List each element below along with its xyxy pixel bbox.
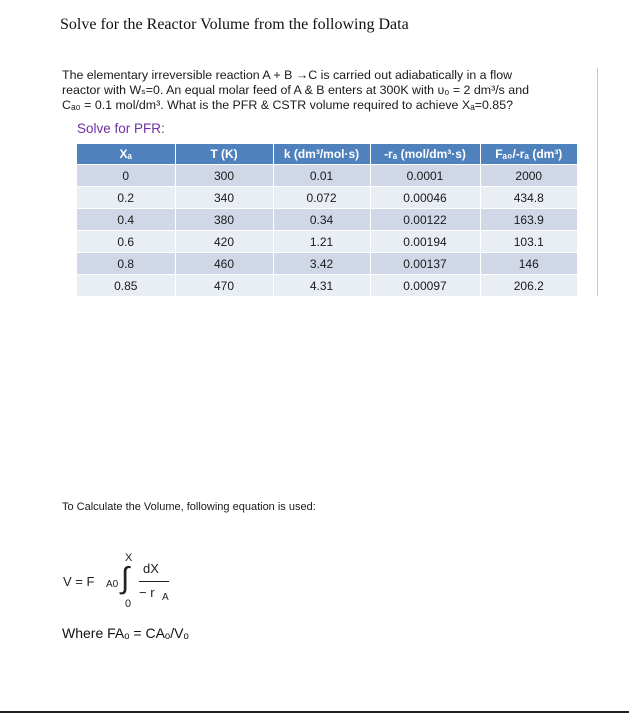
table-cell: 0.00046 (370, 187, 480, 209)
table-row (77, 165, 577, 187)
equation-lhs-subscript: A0 (106, 579, 119, 590)
table-cell: 460 (175, 253, 273, 275)
calculation-note: To Calculate the Volume, following equation is used: (62, 501, 316, 513)
fraction-denominator-subscript: A (162, 592, 169, 603)
where-definition: Where FAₒ = CAₒ/Vₒ (62, 625, 189, 641)
header-conversion: Xₐ (77, 144, 175, 165)
fraction-numerator: dX (143, 561, 159, 576)
table-cell: 2000 (480, 165, 577, 187)
table-row (77, 231, 577, 253)
table-cell: 0.0001 (370, 165, 480, 187)
table-row (77, 253, 577, 275)
integral-sign: ∫ (121, 562, 130, 595)
fraction-denominator: − r (139, 585, 155, 600)
table-header-row (77, 144, 577, 165)
table-cell: 1.21 (273, 231, 370, 253)
table-cell: 0.6 (77, 231, 175, 253)
table-cell: 0.2 (77, 187, 175, 209)
table-cell: 0.34 (273, 209, 370, 231)
table-cell: 0.00122 (370, 209, 480, 231)
table-cell: 3.42 (273, 253, 370, 275)
table-cell: 0.00137 (370, 253, 480, 275)
table-cell: 103.1 (480, 231, 577, 253)
page-title: Solve for the Reactor Volume from the following Data (60, 16, 409, 33)
margin-divider (597, 68, 598, 296)
table-cell: 0.01 (273, 165, 370, 187)
table-cell: 0.85 (77, 275, 175, 297)
data-table (77, 144, 577, 296)
table-cell: 146 (480, 253, 577, 275)
table-row (77, 209, 577, 231)
table-cell: 420 (175, 231, 273, 253)
table-row (77, 275, 577, 297)
table-cell: 0.00097 (370, 275, 480, 297)
problem-line: reactor with Wₛ=0. An equal molar feed of A & B enters at 300K with υ₀ = 2 dm³/s and (62, 83, 529, 97)
header-rate-constant: k (dm³/mol·s) (273, 144, 370, 165)
table-cell: 0.00194 (370, 231, 480, 253)
table-cell: 300 (175, 165, 273, 187)
fraction-bar (139, 581, 169, 582)
table-row (77, 187, 577, 209)
table-cell: 340 (175, 187, 273, 209)
table-cell: 4.31 (273, 275, 370, 297)
problem-line: The elementary irreversible reaction A + B →C is carried out adiabatically in a flow (62, 68, 513, 82)
table-cell: 206.2 (480, 275, 577, 297)
table-cell: 0.4 (77, 209, 175, 231)
header-rate: -rₐ (mol/dm³·s) (370, 144, 480, 165)
problem-statement (62, 68, 590, 113)
volume-equation (63, 552, 223, 614)
header-temperature: T (K) (175, 144, 273, 165)
table-cell: 470 (175, 275, 273, 297)
integral-lower-limit: 0 (125, 598, 132, 610)
solve-pfr-label: Solve for PFR: (77, 121, 165, 136)
table-cell: 434.8 (480, 187, 577, 209)
equation-lhs: V = F (63, 574, 95, 589)
table-cell: 163.9 (480, 209, 577, 231)
integral-upper-limit: X (125, 552, 133, 564)
table-cell: 0 (77, 165, 175, 187)
bottom-divider (0, 711, 629, 713)
table-cell: 0.072 (273, 187, 370, 209)
header-fa0-over-ra: Fₐ₀/-rₐ (dm³) (480, 144, 577, 165)
table-cell: 0.8 (77, 253, 175, 275)
problem-line: Cₐ₀ = 0.1 mol/dm³. What is the PFR & CSTR volume required to achieve Xₐ=0.85? (62, 98, 513, 112)
table-cell: 380 (175, 209, 273, 231)
